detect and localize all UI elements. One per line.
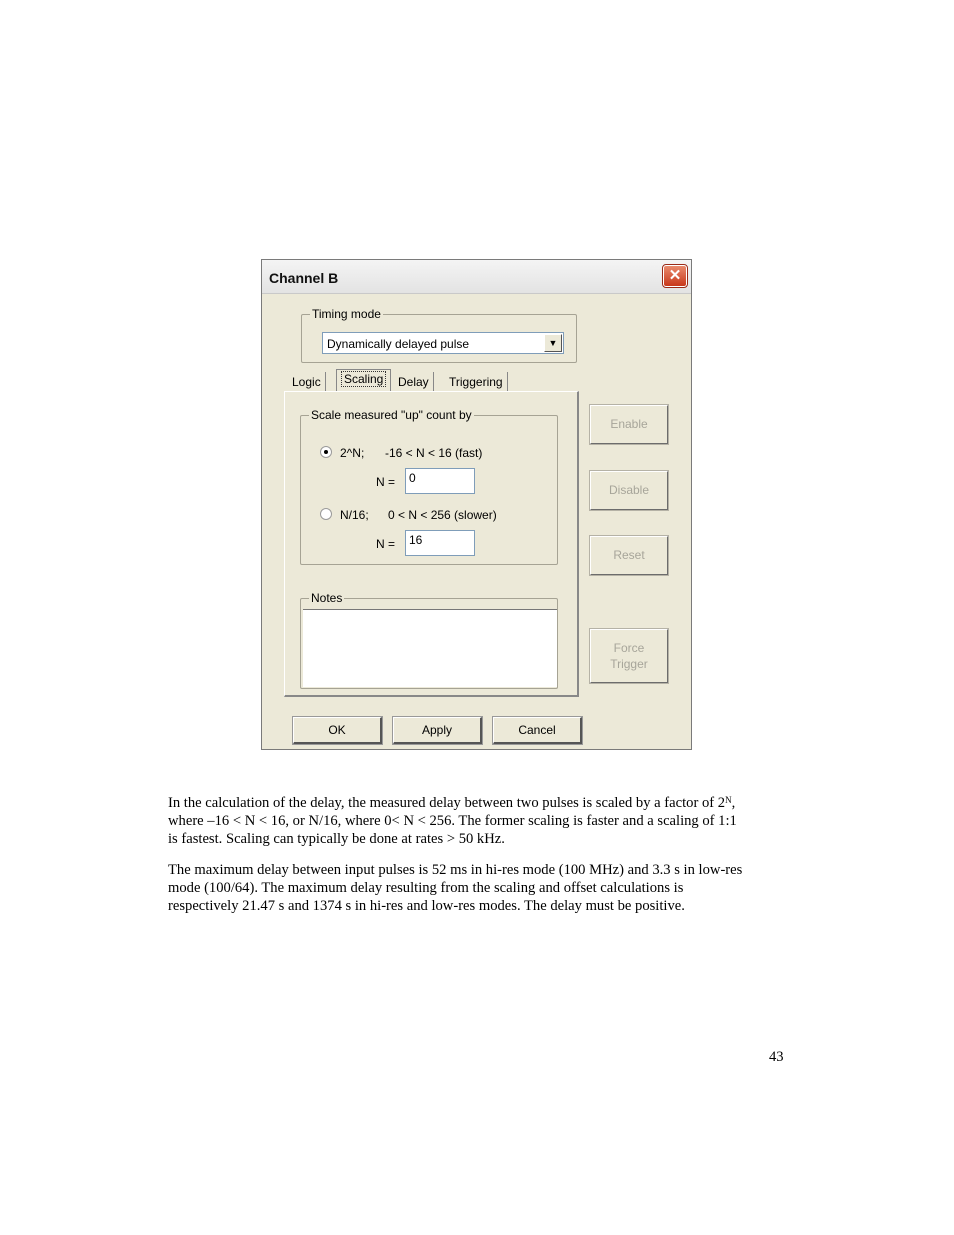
apply-button[interactable]: Apply bbox=[393, 717, 482, 744]
cancel-button[interactable]: Cancel bbox=[493, 717, 582, 744]
tab-scaling[interactable] bbox=[336, 369, 391, 392]
option1-n-label: N = bbox=[376, 475, 396, 489]
tab-delay[interactable]: Delay bbox=[394, 372, 434, 392]
ok-button[interactable]: OK bbox=[293, 717, 382, 744]
page-number: 43 bbox=[769, 1049, 784, 1065]
dialog-title: Channel B bbox=[269, 270, 339, 286]
p1-line1-text: In the calculation of the delay, the measured delay between two pulses is scaled by a factor of 2 bbox=[168, 795, 726, 811]
superscript-n: N bbox=[725, 795, 732, 805]
force-trigger-line1: Force bbox=[613, 641, 645, 655]
enable-button[interactable]: Enable bbox=[590, 405, 668, 444]
radio-n-over-16[interactable] bbox=[320, 508, 332, 520]
option1-label: 2^N; bbox=[340, 446, 365, 460]
close-button[interactable]: ✕ bbox=[663, 265, 687, 287]
scale-group-legend: Scale measured "up" count by bbox=[311, 408, 472, 422]
dropdown-arrow-icon[interactable]: ▼ bbox=[544, 334, 562, 352]
p1-line3: is fastest. Scaling can typically be done at rates > 50 kHz. bbox=[168, 831, 505, 847]
notes-textarea[interactable] bbox=[303, 609, 557, 687]
option1-range: -16 < N < 16 (fast) bbox=[385, 446, 483, 460]
force-trigger-line2: Trigger bbox=[610, 657, 648, 671]
p2-line3: respectively 21.47 s and 1374 s in hi-res and low-res modes. The delay must be positive. bbox=[168, 898, 685, 914]
n-input-power[interactable]: 0 bbox=[405, 468, 475, 494]
timing-mode-legend: Timing mode bbox=[312, 307, 381, 321]
disable-button[interactable]: Disable bbox=[590, 471, 668, 510]
radio-selected-dot bbox=[324, 450, 328, 454]
timing-mode-value: Dynamically delayed pulse bbox=[327, 337, 470, 351]
p1-line2: where –16 < N < 16, or N/16, where 0< N < 256. The former scaling is faster and a scaling of 1:1 bbox=[168, 813, 737, 829]
radio-2-power-n[interactable] bbox=[320, 446, 332, 458]
force-trigger-button[interactable] bbox=[590, 629, 668, 683]
paragraph-max-delay bbox=[168, 861, 742, 915]
n-input-divisor[interactable]: 16 bbox=[405, 530, 475, 556]
notes-legend: Notes bbox=[311, 591, 343, 605]
p1-line1-comma: , bbox=[731, 795, 736, 811]
tab-logic[interactable]: Logic bbox=[288, 372, 326, 392]
p2-line2: mode (100/64). The maximum delay resulting from the scaling and offset calculations is bbox=[168, 880, 684, 896]
paragraph-scaling bbox=[168, 794, 737, 848]
p2-line1: The maximum delay between input pulses is 52 ms in hi-res mode (100 MHz) and 3.3 s in low-res bbox=[168, 862, 743, 878]
option2-range: 0 < N < 256 (slower) bbox=[388, 508, 497, 522]
option2-n-label: N = bbox=[376, 537, 396, 551]
p1-line1 bbox=[168, 794, 737, 812]
option2-label: N/16; bbox=[340, 508, 369, 522]
tab-triggering[interactable]: Triggering bbox=[445, 372, 508, 392]
reset-button[interactable]: Reset bbox=[590, 536, 668, 575]
tab-scaling-label: Scaling bbox=[341, 371, 386, 387]
channel-dialog bbox=[261, 259, 692, 750]
timing-mode-select[interactable] bbox=[322, 332, 564, 354]
title-bar[interactable] bbox=[262, 260, 691, 294]
